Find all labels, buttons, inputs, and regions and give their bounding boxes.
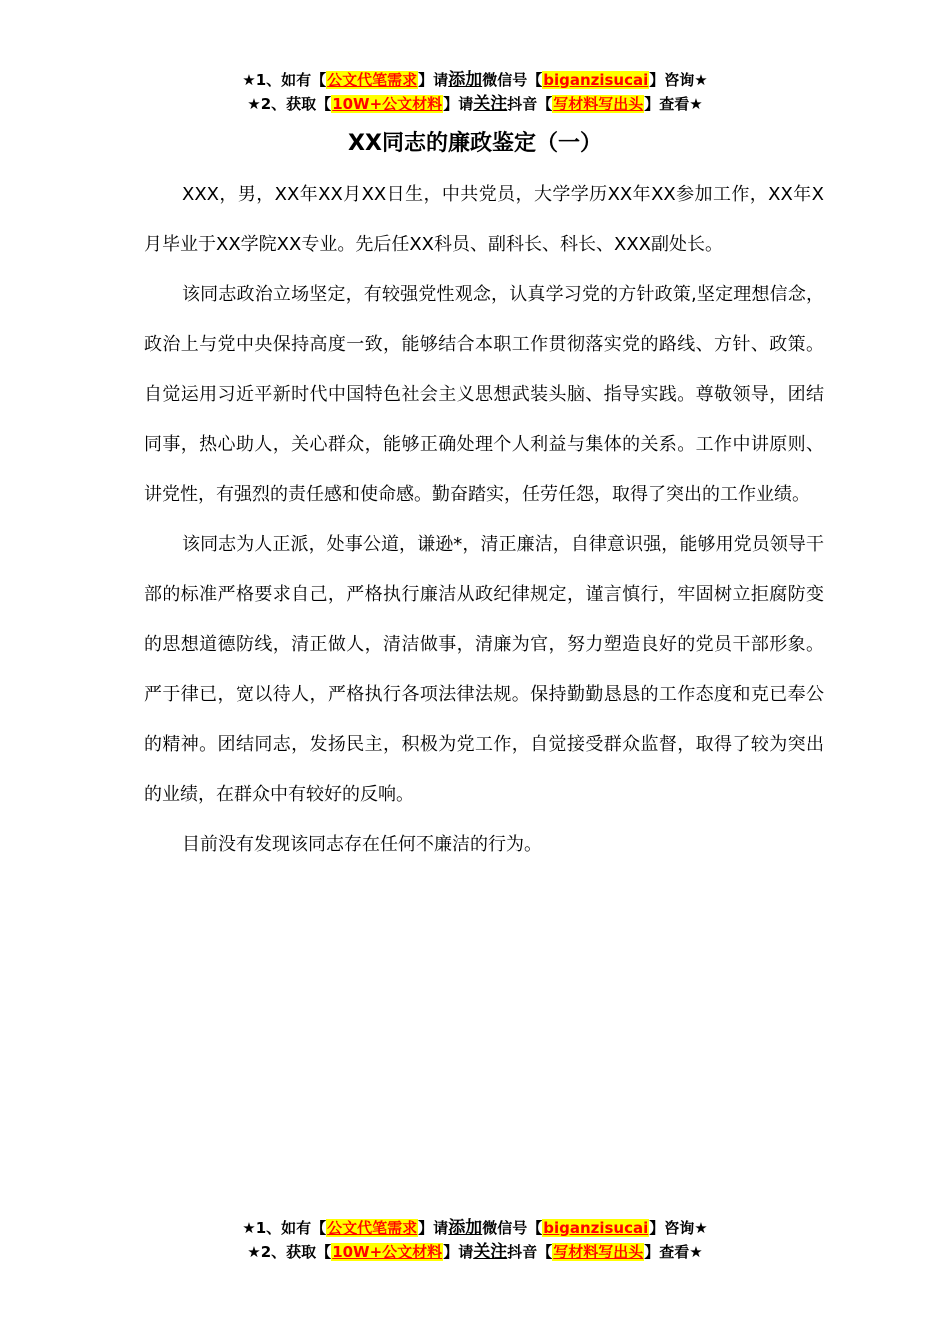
banner-line-2 <box>0 1240 950 1264</box>
banner-emphasis: 关注 <box>473 94 508 114</box>
document-body <box>144 170 824 870</box>
banner-text: 微信号【 <box>482 71 543 89</box>
banner-line-1 <box>0 1216 950 1240</box>
banner-emphasis: 关注 <box>473 1242 508 1262</box>
banner-line-2 <box>0 92 950 116</box>
banner-text: 抖音【 <box>507 95 553 113</box>
banner-text: ★2、获取【 <box>247 1243 332 1261</box>
banner-text: 】咨询★ <box>649 1219 708 1237</box>
header-banner <box>0 68 950 116</box>
banner-text: 】查看★ <box>644 1243 703 1261</box>
banner-text: ★2、获取【 <box>247 95 332 113</box>
paragraph-conclusion: 目前没有发现该同志存在任何不廉洁的行为。 <box>182 834 542 855</box>
banner-emphasis: 添加 <box>448 70 483 90</box>
document-title: XX同志的廉政鉴定（一） <box>348 131 602 156</box>
highlight-materials: 10W+公文材料 <box>332 95 443 113</box>
banner-text: 】请 <box>418 1219 449 1237</box>
paragraph-integrity: 该同志为人正派，处事公道，谦逊*，清正廉洁，自律意识强，能够用党员领导干部的标准严格要求自己，严格执行廉洁从政纪律规定，谨言慎行，牢固树立拒腐防变的思想道德防线，清正做人，清洁做事，清廉为官，努力塑造良好的党员干部形象。严于律已，宽以待人，严格执行各项法律法规。保持勤勤恳恳的工作态度和克已奉公的精神。团结同志，发扬民主，积极为党工作，自觉接受群众监督，取得了较为突出的业绩，在群众中有较好的反响。 <box>144 534 824 805</box>
banner-line-1 <box>0 68 950 92</box>
banner-text: 】请 <box>443 95 474 113</box>
banner-text: ★1、如有【 <box>242 71 327 89</box>
highlight-douyin-account: 写材料写出头 <box>553 1243 644 1261</box>
paragraph-basic-info: XXX，男，XX年XX月XX日生，中共党员，大学学历XX年XX参加工作，XX年X月毕业于XX学院XX专业。先后任XX科员、副科长、科长、XXX副处长。 <box>144 184 824 255</box>
banner-text: 】请 <box>443 1243 474 1261</box>
highlight-materials: 10W+公文材料 <box>332 1243 443 1261</box>
banner-text: 抖音【 <box>507 1243 553 1261</box>
banner-text: 】查看★ <box>644 95 703 113</box>
banner-text: ★1、如有【 <box>242 1219 327 1237</box>
paragraph-political-stance: 该同志政治立场坚定，有较强党性观念，认真学习党的方针政策,坚定理想信念，政治上与党中央保持高度一致，能够结合本职工作贯彻落实党的路线、方针、政策。自觉运用习近平新时代中国特色社会主义思想武装头脑、指导实践。尊敬领导，团结同事，热心助人，关心群众，能够正确处理个人利益与集体的关系。工作中讲原则、讲党性，有强烈的责任感和使命感。勤奋踏实，任劳任怨，取得了突出的工作业绩。 <box>144 284 824 505</box>
banner-text: 】请 <box>418 71 449 89</box>
banner-emphasis: 添加 <box>448 1218 483 1238</box>
highlight-service: 公文代笔需求 <box>327 71 418 89</box>
banner-text: 】咨询★ <box>649 71 708 89</box>
footer-banner <box>0 1216 950 1264</box>
highlight-wechat-id: biganzisucai <box>543 71 649 89</box>
highlight-douyin-account: 写材料写出头 <box>553 95 644 113</box>
highlight-service: 公文代笔需求 <box>327 1219 418 1237</box>
highlight-wechat-id: biganzisucai <box>543 1219 649 1237</box>
banner-text: 微信号【 <box>482 1219 543 1237</box>
